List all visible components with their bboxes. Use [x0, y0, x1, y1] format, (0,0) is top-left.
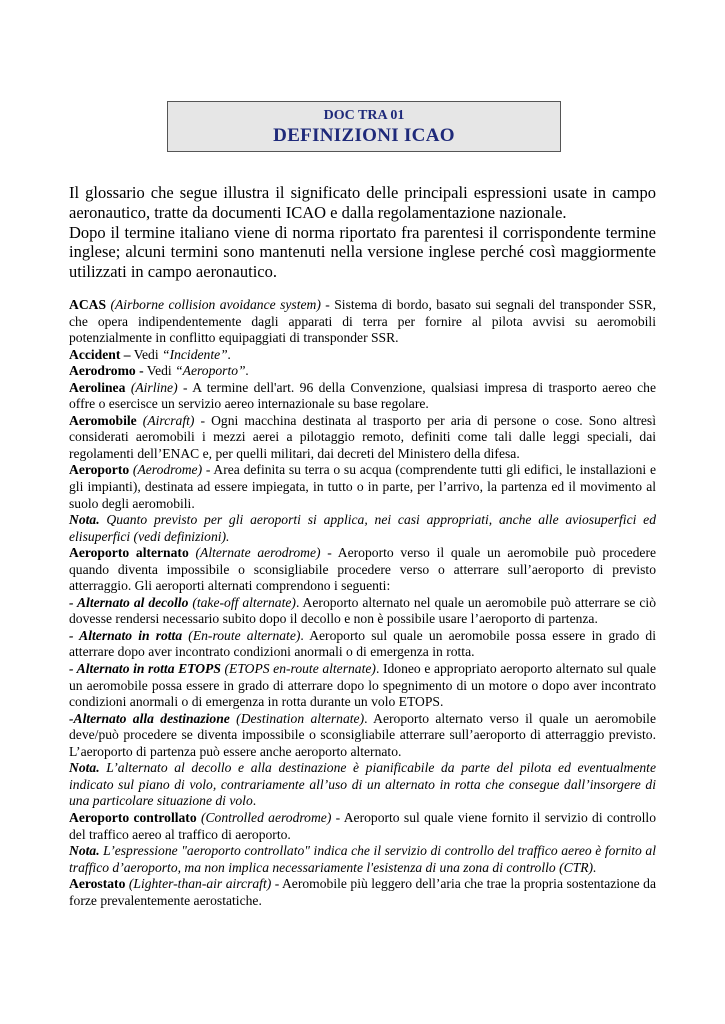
entry-aerostato	[69, 876, 656, 909]
entry-term: ACAS	[69, 297, 107, 312]
entry-definition: - Area definita su terra o su acqua (comprendente tutti gli edifici, le installazioni e gli impianti), destinata ad essere impiegata, in tutto o in parte, per l’arrivo, la partenza ed il movimento al suolo degli aeromobili.	[69, 462, 656, 511]
entry-english: (Aircraft)	[136, 412, 195, 428]
entry-english: (Airborne collision avoidance system)	[106, 297, 321, 312]
entry-term: Aeroporto alternato	[69, 545, 189, 561]
entry-definition: - Aeroporto verso il quale un aeromobile può procedere quando diventa impossibile o sconsigliabile procedere verso o atterrare sull’aeroporto di previsto atterraggio. Gli aeroporti alternati comprendono i seguenti:	[69, 545, 657, 594]
entry-aerodromo	[69, 363, 656, 380]
document-code: DOC TRA 01	[323, 108, 405, 123]
document-header	[167, 101, 561, 152]
entry-definition: - Aeromobile più leggero dell’aria che trae la propria sostentazione da forze prevalentemente aerostatiche.	[69, 876, 656, 908]
entry-term: Aeroporto	[69, 462, 130, 478]
entry-english: (Destination alternate)	[229, 710, 365, 726]
entry-reference: “Incidente”.	[162, 346, 232, 362]
entry-definition: - Ogni macchina destinata al trasporto per aria di persone o cose. Sono altresì considerati aeromobili i mezzi aerei a pilotaggio remoto, definiti come tali dalle leggi speciali, dai regolamenti dell’ENAC e, per quelli militari, dai decreti del Ministero della difesa.	[69, 412, 656, 461]
note-text: L’espressione "aeroporto controllato" indica che il servizio di controllo del traffico aereo è fornito al traffico d’aeroporto, ma non implica necessariamente l'esistenza di una zona di controllo (CTR).	[69, 843, 656, 875]
entry-aeroporto-controllato	[69, 810, 656, 843]
entry-alternato-destinazione	[69, 711, 656, 761]
entry-english: (ETOPS en-route alternate)	[220, 661, 376, 677]
entry-term: Aerolinea	[69, 379, 126, 395]
entry-english: (Lighter-than-air aircraft)	[125, 876, 272, 892]
entry-aerolinea	[69, 380, 656, 413]
note-aeroporto	[69, 512, 656, 545]
entry-aeroporto-alternato	[69, 545, 656, 595]
entry-definition: - A termine dell'art. 96 della Convenzione, qualsiasi impresa di trasporto aereo che offre o esercisce un servizio aereo internazionale su base regolare.	[69, 379, 656, 412]
note-alternato	[69, 760, 656, 810]
entry-term: - Alternato al decollo	[69, 594, 189, 610]
entry-term: Aeroporto controllato	[69, 809, 197, 825]
note-label: Nota.	[69, 843, 100, 859]
note-label: Nota.	[69, 760, 100, 776]
entry-term: - Alternato in rotta	[69, 627, 183, 643]
entry-english: (Airline)	[125, 379, 178, 395]
entry-reference: “Aeroporto”.	[175, 363, 250, 379]
document-title: DEFINIZIONI ICAO	[273, 125, 455, 146]
intro-section	[69, 183, 656, 282]
entry-definition: . Aeroporto sul quale un aeromobile possa essere in grado di atterrare dopo aver incontrato condizioni anormali o di emergenza in rotta.	[69, 627, 657, 660]
entry-term: Accident –	[69, 346, 131, 362]
note-controllato	[69, 843, 656, 876]
entry-aeroporto	[69, 462, 656, 512]
entry-term: Aerostato	[69, 876, 126, 892]
intro-paragraph: Dopo il termine italiano viene di norma riportato fra parentesi il corrispondente termine inglese; alcuni termini sono mantenuti nella versione inglese perché così maggiormente utilizzati in campo aeronautico.	[69, 222, 656, 282]
entry-term: Aerodromo -	[69, 363, 144, 379]
entry-term: - Alternato in rotta ETOPS	[69, 661, 221, 677]
entry-english: (take-off alternate)	[188, 594, 296, 610]
entry-english: (En-route alternate)	[182, 627, 301, 643]
note-label: Nota.	[69, 512, 100, 528]
entry-term: -Alternato alla destinazione	[69, 710, 230, 726]
entry-alternato-rotta	[69, 628, 656, 661]
note-text: L’alternato al decollo e alla destinazione è pianificabile da parte del pilota ed eventualmente indicato sul piano di volo, contrariamente all’uso di un alternato in rotta che consegue dall’insorgere di una particolare situazione di volo	[69, 760, 656, 809]
note-end: .	[252, 793, 257, 809]
entry-term: Aeromobile	[69, 412, 137, 428]
intro-paragraph: Il glossario che segue illustra il significato delle principali espressioni usate in campo aeronautico, tratte da documenti ICAO e dalla regolamentazione nazionale.	[69, 183, 656, 222]
entry-see: Vedi	[130, 346, 163, 362]
entry-definition: . Aeroporto alternato verso il quale un aeromobile deve/può procedere se diventa impossibile o sconsigliabile atterrare sull’aeroporto di atterraggio previsto. L’aeroporto di partenza può essere anche aeroporto alternato.	[69, 710, 656, 759]
entry-aeromobile	[69, 413, 656, 463]
entry-definition: - Sistema di bordo, basato sui segnali del transponder SSR, che opera indipendentemente dagli apparati di terra per fornire al pilota avvisi su aeromobili potenzialmente in conflitto equipaggiati di transponder SSR.	[69, 297, 656, 346]
entry-accident	[69, 347, 656, 364]
entry-definition: . Aeroporto alternato nel quale un aeromobile può atterrare se ciò dovesse rendersi necessario subito dopo il decollo e non è possibile usare l’aeroporto di partenza.	[69, 594, 656, 627]
entry-english: (Controlled aerodrome)	[196, 809, 332, 825]
entry-alternato-decollo	[69, 595, 656, 628]
entry-english: (Alternate aerodrome)	[188, 545, 321, 561]
entry-definition: - Aeroporto sul quale viene fornito il servizio di controllo del traffico aereo al traffico di aeroporto.	[69, 809, 657, 842]
entry-see: Vedi	[143, 363, 176, 379]
entry-english: (Aerodrome)	[129, 462, 203, 478]
entry-alternato-etops	[69, 661, 656, 711]
glossary-entries	[69, 297, 656, 909]
entry-acas	[69, 297, 656, 347]
note-text: Quanto previsto per gli aeroporti si applica, nei casi appropriati, anche alle aviosuperfici ed elisuperfici (vedi definizioni).	[69, 512, 656, 544]
entry-definition: . Idoneo e appropriato aeroporto alternato sul quale un aeromobile possa essere in grado di atterrare dopo lo spegnimento di un motore o dopo aver incontrato condizioni anormali o di emergenza in rotta durante un volo ETOPS.	[69, 661, 656, 710]
